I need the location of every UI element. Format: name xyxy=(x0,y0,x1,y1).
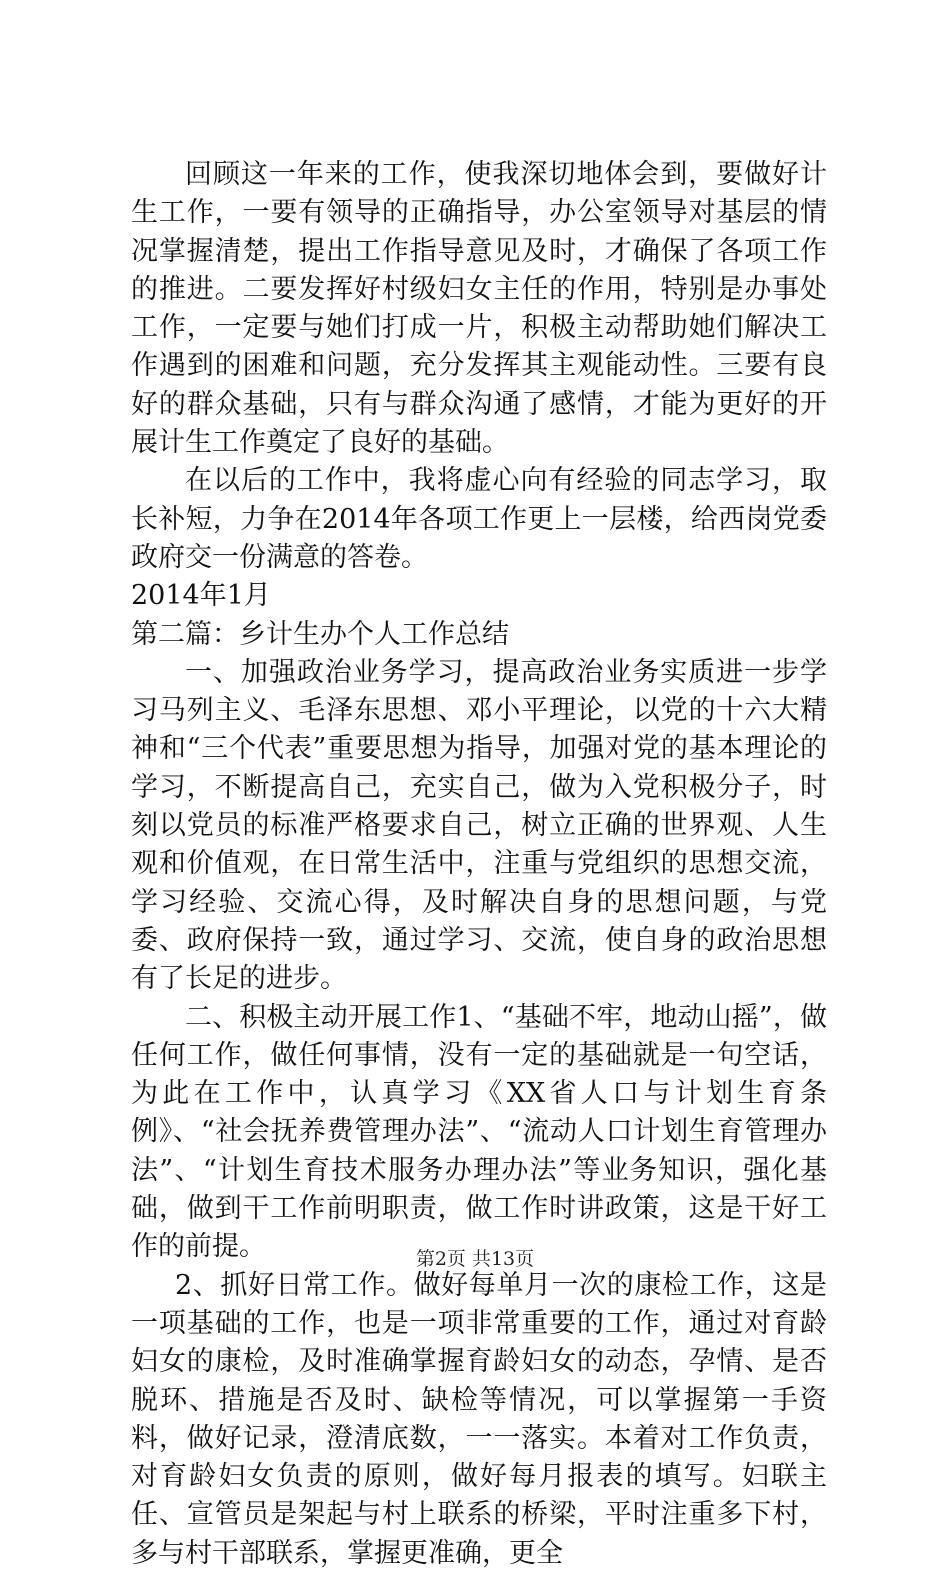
date-line: 2014年1月 xyxy=(131,580,271,612)
section-title: 第二篇：乡计生办个人工作总结 xyxy=(131,618,509,650)
paragraph-review: 回顾这一年来的工作，使我深切地体会到，要做好计生工作，一要有领导的正确指导，办公室领导对基层的情况掌握清楚，提出工作指导意见及时，才确保了各项工作的推进。二要发挥好村级妇女主任的作用，特别是办事处工作，一定要与她们打成一片，积极主动帮助她们解决工作遇到的困难和问题，充分发挥其主观能动性。三要有良好的群众基础，只有与群众沟通了感情，才能为更好的开展计生工作奠定了良好的基础。 xyxy=(131,159,827,459)
paragraph-active-work: 二、积极主动开展工作1、“基础不牢，地动山摇”，做任何工作，做任何事情，没有一定的基础就是一句空话，为此在工作中，认真学习《XX省人口与计划生育条例》、“社会抚养费管理办法”、“流动人口计划生育管理办法”、“计划生育技术服务办理办法”等业务知识，强化基础，做到干工作前明职责，做工作时讲政策，这是干好工作的前提。 xyxy=(131,1001,827,1263)
paragraph-daily-work: 2、抓好日常工作。做好每单月一次的康检工作，这是一项基础的工作，也是一项非常重要的工作，通过对育龄妇女的康检，及时准确掌握育龄妇女的动态，孕情、是否脱环、措施是否及时、缺检等情况，可以掌握第一手资料，做好记录，澄清底数，一一落实。本着对工作负责，对育龄妇女负责的原则，做好每月报表的填写。妇联主任、宣管员是架起与村上联系的桥梁，平时注重多下村，多与村干部联系，掌握更准确，更全 xyxy=(131,1269,827,1569)
paragraph-future-work: 在以后的工作中，我将虚心向有经验的同志学习，取长补短，力争在2014年各项工作更上一层楼，给西岗党委政府交一份满意的答卷。 xyxy=(131,465,827,573)
paragraph-political-study: 一、加强政治业务学习，提高政治业务实质进一步学习马列主义、毛泽东思想、邓小平理论，以党的十六大精神和“三个代表”重要思想为指导，加强对党的基本理论的学习，不断提高自己，充实自己，做为入党积极分子，时刻以党员的标准严格要求自己，树立正确的世界观、人生观和价值观，在日常生活中，注重与党组织的思想交流，学习经验、交流心得，及时解决自身的思想问题，与党委、政府保持一致，通过学习、交流，使自身的政治思想有了长足的进步。 xyxy=(131,656,827,995)
document-body xyxy=(131,156,827,1573)
page-footer: 第2页 共13页 xyxy=(415,1248,535,1270)
